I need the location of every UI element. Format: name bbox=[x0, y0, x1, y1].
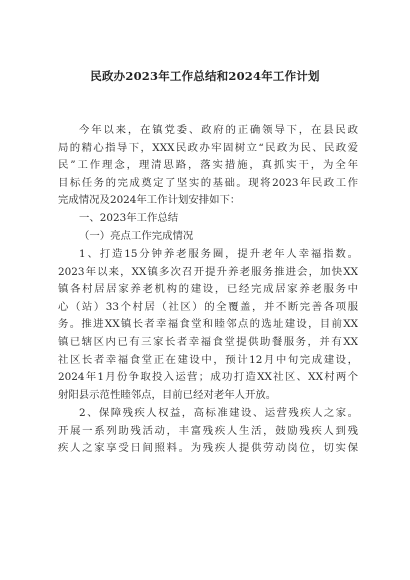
paragraph-line: 完成情况及2024年工作计划安排如下： bbox=[58, 194, 241, 207]
paragraph-line: 民”工作理念，理清思路，落实措施，真抓实干，为全年 bbox=[58, 159, 358, 172]
paragraph-line: 今年以来，在镇党委、政府的正确领导下，在县民政 bbox=[79, 124, 358, 136]
paragraph-line: 2023年以来，XX镇多次召开提升养老服务推进会，加快XX bbox=[58, 265, 358, 278]
document-title: 民政办2023年工作总结和2024年工作计划 bbox=[90, 69, 320, 83]
paragraph-line: 社区长者幸福食堂正在建设中，预计12月中旬完成建设， bbox=[58, 353, 358, 366]
paragraph-line: 开展一系列助残活动，丰富残疾人生活，鼓励残疾人到残 bbox=[58, 424, 358, 437]
item-two-paragraph bbox=[58, 405, 358, 458]
paragraph-line: 镇已辖区内已有三家长者幸福食堂提供助餐服务，并有XX bbox=[58, 335, 358, 348]
paragraph-line: 1、打造15分钟养老服务圈，提升老年人幸福指数。 bbox=[79, 248, 358, 260]
paragraph-line: 局的精心指导下，XXX民政办牢固树立“民政为民、民政爱 bbox=[58, 141, 358, 154]
paragraph-line: 镇各村居居家养老机构的建设，已经完成居家养老服务中 bbox=[58, 283, 358, 296]
section-heading: 一、2023年工作总结 bbox=[79, 212, 179, 224]
paragraph-line: 心（站）33个村居（社区）的全覆盖，并不断完善各项服 bbox=[58, 300, 358, 313]
paragraph-line: 疾人之家享受日间照料。为残疾人提供劳动岗位，切实保 bbox=[58, 442, 358, 455]
paragraph-line: 务。推进XX镇长者幸福食堂和睦邻点的选址建设，目前XX bbox=[58, 318, 358, 331]
paragraph-line: 目标任务的完成奠定了坚实的基础。现将2023年民政工作 bbox=[58, 176, 358, 189]
paragraph-line: 2024年1月份争取投入运营；成功打造XX社区、XX村两个 bbox=[58, 371, 358, 384]
subsection-heading: （一）亮点工作完成情况 bbox=[79, 230, 194, 242]
intro-paragraph bbox=[58, 122, 358, 210]
item-one-paragraph bbox=[58, 246, 358, 404]
paragraph-line: 2、保障残疾人权益，高标准建设、运营残疾人之家。 bbox=[79, 407, 358, 419]
paragraph-line: 射阳县示范性睦邻点，目前已经对老年人开放。 bbox=[58, 388, 277, 401]
